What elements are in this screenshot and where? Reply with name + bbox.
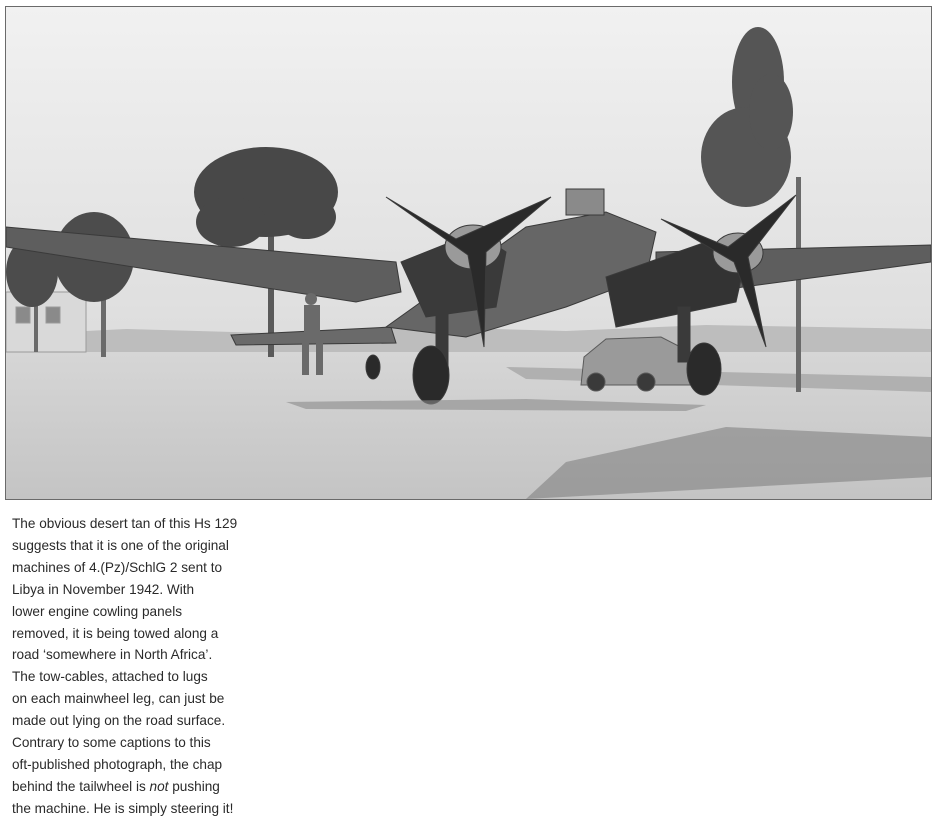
- caption-line: road ‘somewhere in North Africa’.: [12, 647, 213, 663]
- caption-line: lower engine cowling panels: [12, 603, 183, 619]
- caption-line: the machine. He is simply steering it!: [12, 800, 234, 816]
- photo-caption: [12, 513, 312, 820]
- caption-line: made out lying on the road surface.: [12, 713, 226, 729]
- caption-segment: pushing: [168, 778, 220, 794]
- caption-line: The tow-cables, attached to lugs: [12, 669, 208, 685]
- left-mainwheel: [413, 346, 449, 404]
- caption-line: oft-published photograph, the chap: [12, 756, 223, 772]
- caption-line: suggests that it is one of the original: [12, 537, 229, 553]
- right-mainwheel: [687, 343, 721, 395]
- caption-line: Contrary to some captions to this: [12, 735, 211, 751]
- caption-line: machines of 4.(Pz)/SchlG 2 sent to: [12, 559, 223, 575]
- photo-scene: [6, 7, 931, 499]
- cockpit: [566, 189, 604, 215]
- caption-line: Libya in November 1942. With: [12, 581, 195, 597]
- caption-segment: behind the tailwheel is: [12, 778, 150, 794]
- right-landing-leg: [678, 307, 690, 362]
- caption-line: [12, 776, 312, 798]
- caption-line: The obvious desert tan of this Hs 129: [12, 516, 238, 531]
- caption-line: on each mainwheel leg, can just be: [12, 691, 225, 707]
- caption-line: removed, it is being towed along a: [12, 625, 219, 641]
- tailwheel: [366, 355, 380, 379]
- caption-emphasis: not: [149, 778, 169, 794]
- aircraft-photograph: [5, 6, 932, 500]
